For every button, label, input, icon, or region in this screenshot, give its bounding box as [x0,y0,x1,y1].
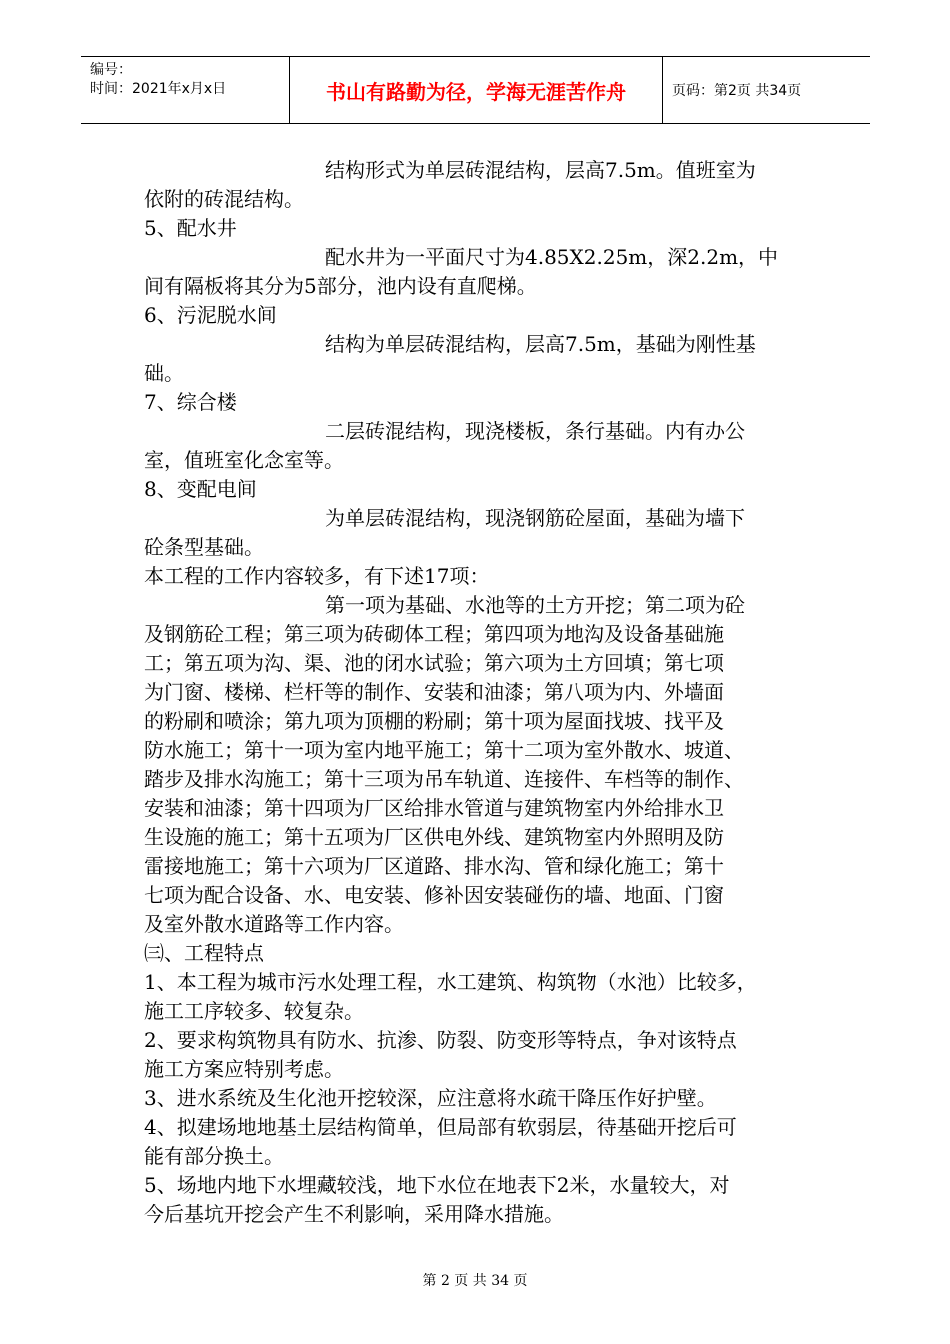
body-line: 雷接地施工；第十六项为厂区道路、排水沟、管和绿化施工；第十 [144,854,724,878]
body-line: 砼条型基础。 [144,535,264,559]
body-line: 5、场地内地下水埋藏较浅，地下水位在地表下2米，水量较大，对 [144,1173,730,1197]
body-line: 为门窗、楼梯、栏杆等的制作、安装和油漆；第八项为内、外墙面 [144,680,724,704]
page-header [81,56,870,124]
section-heading: 7、综合楼 [144,390,237,414]
body-line: 能有部分换土。 [144,1144,284,1168]
body-line: 间有隔板将其分为5部分，池内设有直爬梯。 [144,274,537,298]
document-date-label: 时间：2021年x月x日 [90,81,227,97]
page-footer: 第 2 页 共 34 页 [422,1273,528,1289]
body-line: 施工方案应特别考虑。 [144,1057,344,1081]
body-line: 本工程的工作内容较多，有下述17项： [144,564,490,588]
body-line: 1、本工程为城市污水处理工程，水工建筑、构筑物（水池）比较多， [144,970,757,994]
body-line: 3、进水系统及生化池开挖较深，应注意将水疏干降压作好护壁。 [144,1086,717,1110]
body-line: 七项为配合设备、水、电安装、修补因安装碰伤的墙、地面、门窗 [144,883,724,907]
document-body [144,156,806,1229]
body-line: 工；第五项为沟、渠、池的闭水试验；第六项为土方回填；第七项 [144,651,724,675]
body-line: 依附的砖混结构。 [144,187,304,211]
section-heading: 6、污泥脱水间 [144,303,277,327]
body-line: 2、要求构筑物具有防水、抗渗、防裂、防变形等特点，争对该特点 [144,1028,737,1052]
body-line: 安装和油漆；第十四项为厂区给排水管道与建筑物室内外给排水卫 [144,796,724,820]
header-page-label: 页码：第2页 共34页 [663,57,871,124]
header-motto: 书山有路勤为径，学海无涯苦作舟 [290,57,663,124]
body-line: 及钢筋砼工程；第三项为砖砌体工程；第四项为地沟及设备基础施 [144,622,724,646]
body-line: 及室外散水道路等工作内容。 [144,912,404,936]
body-line: 第一项为基础、水池等的土方开挖；第二项为砼 [325,593,745,617]
body-line: 防水施工；第十一项为室内地平施工；第十二项为室外散水、坡道、 [144,738,744,762]
body-line: 为单层砖混结构，现浇钢筋砼屋面，基础为墙下 [325,506,745,530]
body-line: 今后基坑开挖会产生不利影响，采用降水措施。 [144,1202,564,1226]
section-heading: ㈢、工程特点 [144,941,264,965]
body-line: 二层砖混结构，现浇楼板，条行基础。内有办公 [325,419,745,443]
body-line: 4、拟建场地地基土层结构简单，但局部有软弱层，待基础开挖后可 [144,1115,737,1139]
header-meta-cell [81,57,290,124]
section-heading: 8、变配电间 [144,477,257,501]
body-line: 配水井为一平面尺寸为4.85X2.25m，深2.2m，中 [325,245,779,269]
body-line: 生设施的施工；第十五项为厂区供电外线、建筑物室内外照明及防 [144,825,724,849]
body-line: 的粉刷和喷涂；第九项为顶棚的粉刷；第十项为屋面找坡、找平及 [144,709,724,733]
body-line: 础。 [144,361,184,385]
body-line: 室，值班室化念室等。 [144,448,344,472]
body-line: 施工工序较多、较复杂。 [144,999,364,1023]
document-number-label: 编号： [90,62,132,78]
section-heading: 5、配水井 [144,216,237,240]
body-line: 结构为单层砖混结构，层高7.5m，基础为刚性基 [325,332,756,356]
body-line: 结构形式为单层砖混结构，层高7.5m。值班室为 [325,158,756,182]
body-line: 踏步及排水沟施工；第十三项为吊车轨道、连接件、车档等的制作、 [144,767,744,791]
